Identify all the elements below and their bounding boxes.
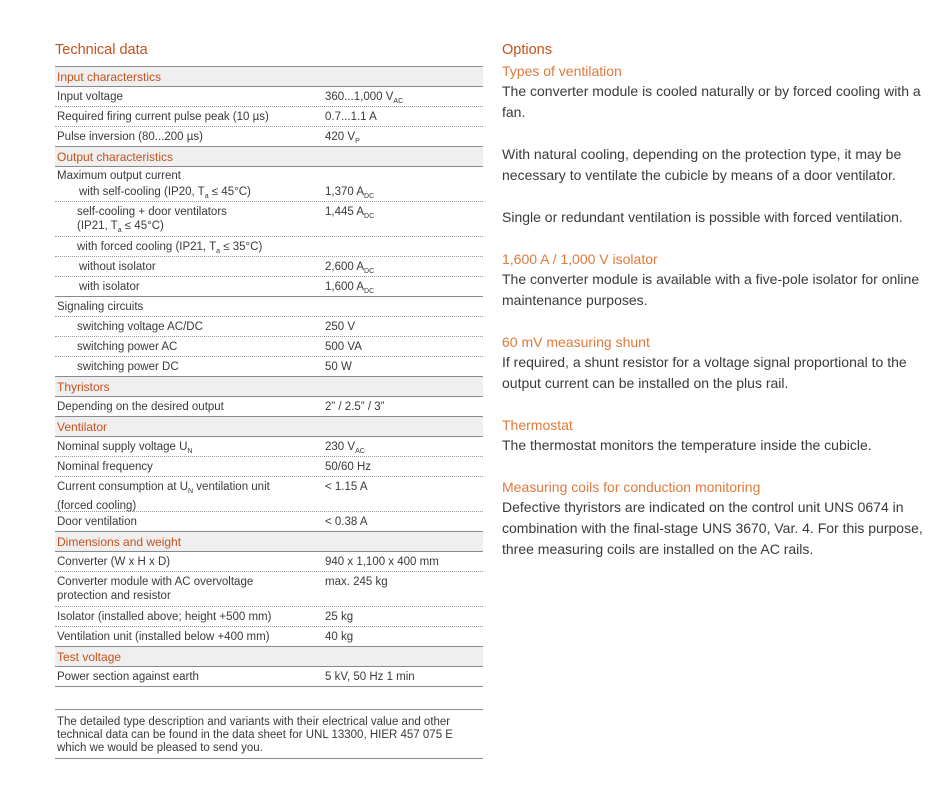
table-row: switching power AC 500 VA (55, 337, 483, 357)
table-row: Input voltage 360...1,000 $V_{AC}$ (55, 87, 483, 107)
technical-data-table (55, 66, 483, 687)
section-test-voltage: Test voltage (55, 647, 483, 667)
data-sheet-note: The detailed type description and variants with their electrical value and other technical data can be found in the data sheet for UNL 13300, HIER 457 075 E which we would be pleased to send you. (55, 709, 483, 759)
table-row: Ventilation unit (installed below +400 mm) 40 kg (55, 627, 483, 647)
option-paragraph: Single or redundant ventilation is possible with forced ventilation. (502, 209, 903, 225)
table-row: Depending on the desired output 2” / 2.5” / 3” (55, 397, 483, 417)
option-heading-isolator: 1,600 A / 1,000 V isolator (502, 251, 658, 267)
section-output: Output characteristics (55, 147, 483, 167)
section-dimensions: Dimensions and weight (55, 532, 483, 552)
section-ventilator: Ventilator (55, 417, 483, 437)
option-paragraph: If required, a shunt resistor for a voltage signal proportional to the output current can be installed on the plus rail. (502, 354, 907, 391)
table-row: Door ventilation < 0.38 A (55, 512, 483, 532)
table-row: without isolator 2,600 $A_{DC}$ (55, 257, 483, 277)
table-row: Power section against earth 5 kV, 50 Hz 1 min (55, 667, 483, 687)
option-heading-ventilation: Types of ventilation (502, 63, 622, 79)
technical-data-title: Technical data (55, 42, 148, 58)
option-paragraph: With natural cooling, depending on the protection type, it may be necessary to ventilate the cubicle by means of a door ventilator. (502, 146, 902, 183)
option-paragraph: The converter module is cooled naturally or by forced cooling with a fan. (502, 83, 921, 120)
option-heading-shunt: 60 mV measuring shunt (502, 334, 650, 350)
table-row: with isolator 1,600 $A_{DC}$ (55, 277, 483, 297)
table-row: with forced cooling (IP21, $T_a \le 35^\circ C$) (55, 237, 483, 257)
table-row: Maximum output current (57, 170, 181, 182)
option-heading-measuring-coils: Measuring coils for conduction monitoring (502, 479, 761, 495)
table-row: Signaling circuits (55, 297, 483, 317)
table-row: Isolator (installed above; height +500 mm) 25 kg (55, 607, 483, 627)
table-row: switching voltage AC/DC 250 V (55, 317, 483, 337)
technical-data-panel (55, 40, 483, 759)
options-panel (502, 40, 942, 560)
table-row: Current consumption at $U_N$ ventilation unit (forced cooling) < 1.15 A (55, 477, 483, 512)
table-row: Converter (W x H x D) 940 x 1,100 x 400 mm (55, 552, 483, 572)
table-row: Pulse inversion (80...200 µs) 420 $V_P$ (55, 127, 483, 147)
option-paragraph: The thermostat monitors the temperature inside the cubicle. (502, 437, 872, 453)
section-thyristors: Thyristors (55, 377, 483, 397)
options-title: Options (502, 42, 552, 58)
table-row: Required firing current pulse peak (10 µs) 0.7...1.1 A (55, 107, 483, 127)
table-row: self-cooling + door ventilators (IP21, $T_a \le 45^\circ C$) 1,445 $A_{DC}$ (55, 202, 483, 237)
section-input: Input characterstics (55, 67, 483, 87)
table-row: with self-cooling (IP20, $T_a \le 45^\circ C$) 1,370 $A_{DC}$ (55, 182, 483, 202)
table-row: switching power DC 50 W (55, 357, 483, 377)
option-paragraph: The converter module is available with a five-pole isolator for online maintenance purposes. (502, 271, 920, 308)
table-row: Nominal supply voltage $U_N$ 230 $V_{AC}$ (55, 437, 483, 457)
table-row: Converter module with AC overvoltage protection and resistor max. 245 kg (55, 572, 483, 607)
option-paragraph: Defective thyristors are indicated on the control unit UNS 0674 in combination with the final-stage UNS 3670, Var. 4. For this purpose, three measuring coils are installed on the AC rails. (502, 499, 923, 557)
table-row: Nominal frequency 50/60 Hz (55, 457, 483, 477)
option-heading-thermostat: Thermostat (502, 417, 573, 433)
